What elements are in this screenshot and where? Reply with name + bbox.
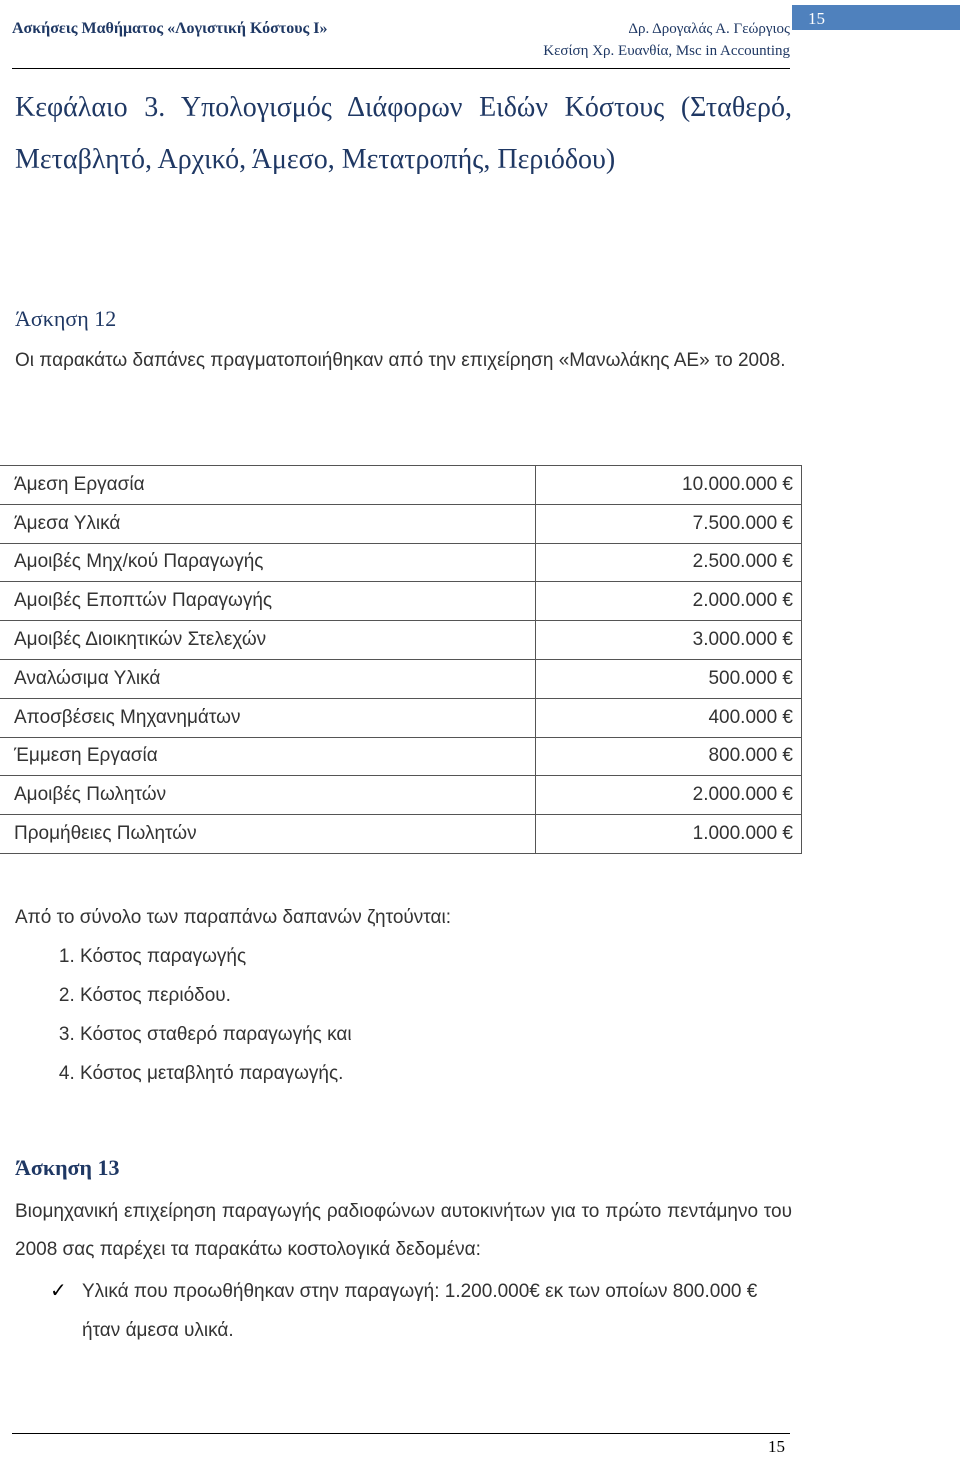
cost-label: Αμοιβές Μηχ/κού Παραγωγής xyxy=(0,543,536,582)
cost-label: Αμοιβές Πωλητών xyxy=(0,776,536,815)
cost-row xyxy=(0,776,802,815)
cost-row xyxy=(0,582,802,621)
requirement-item: 4. Κόστος μεταβλητό παραγωγής. xyxy=(80,1054,451,1093)
cost-row xyxy=(0,504,802,543)
cost-label: Αποσβέσεις Μηχανημάτων xyxy=(0,698,536,737)
requirements-intro: Από το σύνολο των παραπάνω δαπανών ζητούνται: xyxy=(15,907,452,928)
exercise-13-bullet xyxy=(50,1272,795,1350)
header-authors xyxy=(543,18,790,62)
cost-row xyxy=(0,815,802,854)
cost-row xyxy=(0,543,802,582)
header-page-badge: 15 xyxy=(792,5,960,30)
exercise-12-title: Άσκηση 12 xyxy=(15,306,117,331)
requirement-item: 1. Κόστος παραγωγής xyxy=(80,937,451,976)
requirements-block xyxy=(15,898,451,1093)
cost-row xyxy=(0,621,802,660)
cost-amount: 500.000 € xyxy=(536,659,802,698)
bullet-text: Υλικά που προωθήθηκαν στην παραγωγή: 1.200.000€ εκ των οποίων 800.000 € ήταν άμεσα υλικά. xyxy=(82,1281,758,1341)
cost-label: Αμοιβές Διοικητικών Στελεχών xyxy=(0,621,536,660)
header-course-title: Ασκήσεις Μαθήματος «Λογιστική Κόστους Ι» xyxy=(12,20,328,37)
cost-amount: 7.500.000 € xyxy=(536,504,802,543)
exercise-13-intro: Βιομηχανική επιχείρηση παραγωγής ραδιοφώνων αυτοκινήτων για το πρώτο πεντάμηνο του 2008 σας παρέχει τα παρακάτω κοστολογικά δεδομένα: xyxy=(15,1201,792,1260)
cost-label: Έμμεση Εργασία xyxy=(0,737,536,776)
header-author-1: Δρ. Δρογαλάς Α. Γεώργιος xyxy=(628,21,790,37)
cost-row xyxy=(0,737,802,776)
cost-label: Άμεσα Υλικά xyxy=(0,504,536,543)
cost-row xyxy=(0,659,802,698)
cost-table xyxy=(0,465,802,854)
footer-divider xyxy=(12,1433,790,1434)
header-author-2: Κεσίση Χρ. Ευανθία, Msc in Accounting xyxy=(543,43,790,59)
requirement-item: 2. Κόστος περιόδου. xyxy=(80,976,451,1015)
cost-amount: 10.000.000 € xyxy=(536,466,802,505)
chapter-title: Κεφάλαιο 3. Υπολογισμός Διάφορων Ειδών Κόστους (Σταθερό, Μεταβλητό, Αρχικό, Άμεσο, Μετατροπής, Περιόδου) xyxy=(15,92,792,175)
header-divider xyxy=(12,68,790,69)
cost-row xyxy=(0,698,802,737)
cost-amount: 2.500.000 € xyxy=(536,543,802,582)
cost-amount: 800.000 € xyxy=(536,737,802,776)
cost-amount: 3.000.000 € xyxy=(536,621,802,660)
cost-label: Αμοιβές Εποπτών Παραγωγής xyxy=(0,582,536,621)
cost-label: Άμεση Εργασία xyxy=(0,466,536,505)
cost-amount: 2.000.000 € xyxy=(536,582,802,621)
exercise-13-title: Άσκηση 13 xyxy=(15,1155,120,1180)
footer-page-number: 15 xyxy=(768,1437,785,1456)
checkmark-icon: ✓ xyxy=(50,1280,67,1302)
cost-amount: 2.000.000 € xyxy=(536,776,802,815)
requirements-list xyxy=(15,937,451,1093)
cost-label: Προμήθειες Πωλητών xyxy=(0,815,536,854)
cost-amount: 1.000.000 € xyxy=(536,815,802,854)
requirement-item: 3. Κόστος σταθερό παραγωγής και xyxy=(80,1015,451,1054)
exercise-12-intro: Οι παρακάτω δαπάνες πραγματοποιήθηκαν από την επιχείρηση «Μανωλάκης ΑΕ» το 2008. xyxy=(15,350,786,371)
cost-row xyxy=(0,466,802,505)
cost-amount: 400.000 € xyxy=(536,698,802,737)
cost-label: Αναλώσιμα Υλικά xyxy=(0,659,536,698)
